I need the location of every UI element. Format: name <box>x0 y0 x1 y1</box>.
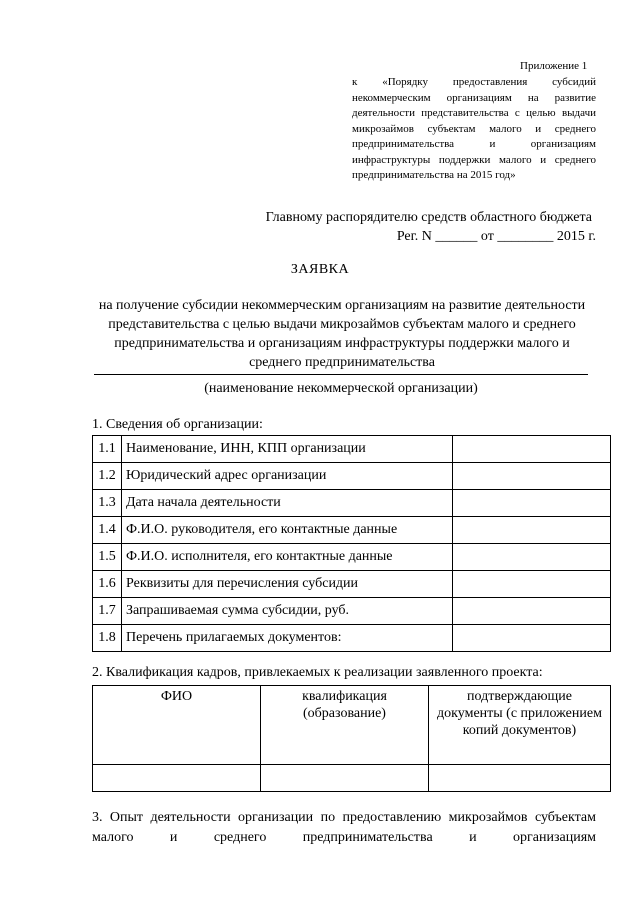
qualification-cell[interactable] <box>261 765 429 792</box>
row-number: 1.6 <box>93 571 122 598</box>
table-header-row <box>93 686 611 765</box>
table-row <box>93 544 611 571</box>
application-purpose: на получение субсидии некоммерческим организациям на развитие деятельности представительства с целью выдачи микрозаймов субъектам малого и среднего предпринимательства и организациям инфраструктуры поддержки малого и среднего предпринимательства <box>98 298 586 370</box>
table-row <box>93 571 611 598</box>
organization-name-hint: (наименование некоммерческой организации) <box>204 381 478 396</box>
row-value-cell[interactable] <box>453 544 611 571</box>
table-row <box>93 436 611 463</box>
organization-name-line <box>94 374 588 375</box>
header-fio: ФИО <box>93 686 261 765</box>
table-row <box>93 517 611 544</box>
row-value-cell[interactable] <box>453 625 611 652</box>
table-row <box>93 625 611 652</box>
row-label: Ф.И.О. исполнителя, его контактные данные <box>122 544 453 571</box>
table-row <box>93 765 611 792</box>
row-label: Юридический адрес организации <box>122 463 453 490</box>
header-qualification: квалификация (образование) <box>261 686 429 765</box>
row-number: 1.7 <box>93 598 122 625</box>
organization-info-table <box>92 435 611 652</box>
row-label: Реквизиты для перечисления субсидии <box>122 571 453 598</box>
row-value-cell[interactable] <box>453 436 611 463</box>
row-number: 1.1 <box>93 436 122 463</box>
row-value-cell[interactable] <box>453 517 611 544</box>
row-label: Запрашиваемая сумма субсидии, руб. <box>122 598 453 625</box>
section1-title: 1. Сведения об организации: <box>92 417 263 432</box>
table-row <box>93 490 611 517</box>
annex-title: Приложение 1 <box>520 60 588 72</box>
row-label: Наименование, ИНН, КПП организации <box>122 436 453 463</box>
row-label: Перечень прилагаемых документов: <box>122 625 453 652</box>
row-number: 1.5 <box>93 544 122 571</box>
row-value-cell[interactable] <box>453 490 611 517</box>
document-title: ЗАЯВКА <box>290 262 350 277</box>
row-value-cell[interactable] <box>453 598 611 625</box>
addressee: Главному распорядителю средств областного бюджета <box>265 210 592 225</box>
row-value-cell[interactable] <box>453 571 611 598</box>
row-number: 1.2 <box>93 463 122 490</box>
section2-title: 2. Квалификация кадров, привлекаемых к реализации заявленного проекта: <box>92 665 543 680</box>
header-documents: подтверждающие документы (с приложением копий документов) <box>429 686 611 765</box>
table-row <box>93 463 611 490</box>
annex-text: к «Порядку предоставления субсидий некоммерческим организациям на развитие деятельности представительства с целью выдачи микрозаймов субъектам малого и среднего предпринимательства и организациям инфраструктуры поддержки малого и среднего предпринимательства на 2015 год» <box>352 76 596 181</box>
staff-qualification-table <box>92 685 611 792</box>
table-row <box>93 598 611 625</box>
section3-text: 3. Опыт деятельности организации по предоставлению микрозаймов субъектам малого и среднего предпринимательства и организациям <box>92 810 596 845</box>
fio-cell[interactable] <box>93 765 261 792</box>
row-number: 1.3 <box>93 490 122 517</box>
row-number: 1.4 <box>93 517 122 544</box>
registration-line: Рег. N ______ от ________ 2015 г. <box>396 229 596 244</box>
documents-cell[interactable] <box>429 765 611 792</box>
row-label: Ф.И.О. руководителя, его контактные данные <box>122 517 453 544</box>
row-label: Дата начала деятельности <box>122 490 453 517</box>
row-number: 1.8 <box>93 625 122 652</box>
row-value-cell[interactable] <box>453 463 611 490</box>
